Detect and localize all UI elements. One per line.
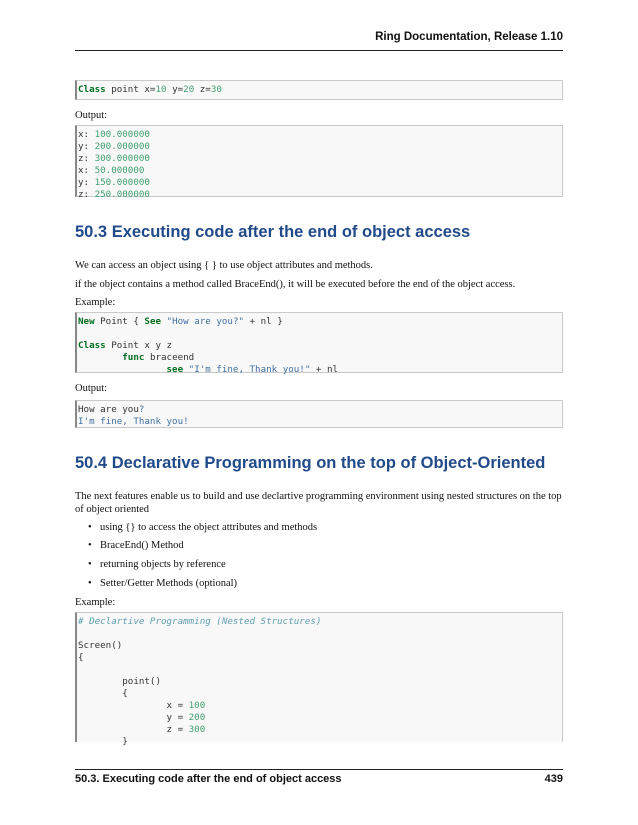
code-text: Point x y z [105,340,173,351]
code-text: Point { [94,316,145,327]
code-indent [78,364,167,375]
code-string: "I'm fine, Thank you!" [188,364,311,375]
header-rule [75,50,563,51]
code-block-class-point [75,80,563,100]
code-line: point() [78,676,161,687]
code-text: y= [166,84,184,95]
code-text: + nl } [244,316,283,327]
output-key: x: [78,129,95,140]
output-label: Output: [75,110,108,121]
code-line [77,364,562,376]
output-line [77,189,562,201]
example-label: Example: [75,597,116,608]
output-key: x: [78,165,95,176]
output-key: y: [78,177,95,188]
bullet-item: • using {} to access the object attributes and methods [88,522,318,533]
bullet-text: returning objects by reference [100,559,226,570]
bullet-item: • Setter/Getter Methods (optional) [88,578,238,589]
code-line [77,316,562,328]
code-line: { [78,688,128,699]
code-line-blank [77,664,562,676]
code-number: 20 [183,84,195,95]
output-value: 300.000000 [94,153,150,164]
output-punctuation: ? [138,404,145,415]
output-line [77,141,562,153]
code-number: 300 [188,724,206,735]
bullet-text: BraceEnd() Method [100,540,184,551]
code-keyword: Class [78,340,106,351]
code-line [77,340,562,352]
code-block-braceend [75,312,563,373]
section-heading-50-4: 50.4 Declarative Programming on the top of Object-Oriented [75,454,546,472]
output-label: Output: [75,383,108,394]
code-keyword: Class [78,84,106,95]
output-value: 150.000000 [94,177,150,188]
code-text: point x= [105,84,156,95]
example-label: Example: [75,297,116,308]
code-text: braceend [144,352,195,363]
code-text: x = [78,700,189,711]
output-block-coordinates [75,125,563,200]
output-line [77,177,562,189]
code-keyword: New [78,316,95,327]
code-number: 10 [155,84,167,95]
code-line-blank [77,328,562,340]
output-block-braceend [75,400,563,428]
code-line [77,84,562,96]
page-number: 439 [544,773,563,785]
footer-section-title: 50.3. Executing code after the end of object access [75,773,342,785]
output-value: 200.000000 [94,141,150,152]
code-number: 30 [210,84,222,95]
code-line [77,712,562,724]
output-line [77,129,562,141]
bullet-text: using {} to access the object attributes and methods [100,522,318,533]
bullet-text: Setter/Getter Methods (optional) [100,578,238,589]
output-line [77,404,562,416]
bullet-item: • BraceEnd() Method [88,540,184,551]
section-heading-50-3: 50.3 Executing code after the end of object access [75,223,471,241]
paragraph: if the object contains a method called BraceEnd(), it will be executed before the end of the object access. [75,279,516,290]
output-key: y: [78,141,95,152]
code-indent [78,352,122,363]
code-text: + nl [310,364,339,375]
code-line: Screen() [78,640,123,651]
code-line-blank [77,628,562,640]
code-keyword: See [144,316,162,327]
code-text: z = [78,724,189,735]
output-line [77,153,562,165]
output-key: z: [78,153,95,164]
output-key: z: [78,189,95,200]
code-block-declarative [75,612,563,747]
output-line [77,165,562,177]
footer-rule [75,769,563,770]
bullet-item: • returning objects by reference [88,559,226,570]
code-number: 200 [188,712,206,723]
paragraph: We can access an object using { } to use object attributes and methods. [75,260,373,271]
code-line [77,724,562,736]
output-value: 100.000000 [94,129,150,140]
code-keyword: func [122,352,145,363]
running-header: Ring Documentation, Release 1.10 [375,31,563,43]
code-number: 100 [188,700,206,711]
code-keyword: see [166,364,184,375]
code-line [77,700,562,712]
output-text: How are you [78,404,139,415]
code-comment: # Declartive Programming (Nested Structures) [78,616,322,627]
paragraph: The next features enable us to build and use declartive programming environment using nested structures on the top of object oriented [75,491,562,515]
output-value: 250.000000 [94,189,150,200]
code-string: "How are you?" [166,316,245,327]
output-value: 50.000000 [94,165,145,176]
output-line: I'm fine, Thank you! [78,416,189,427]
code-line [77,352,562,364]
code-line: { [78,652,84,663]
code-line: } [78,736,128,747]
code-text: y = [78,712,189,723]
code-text: z= [194,84,211,95]
